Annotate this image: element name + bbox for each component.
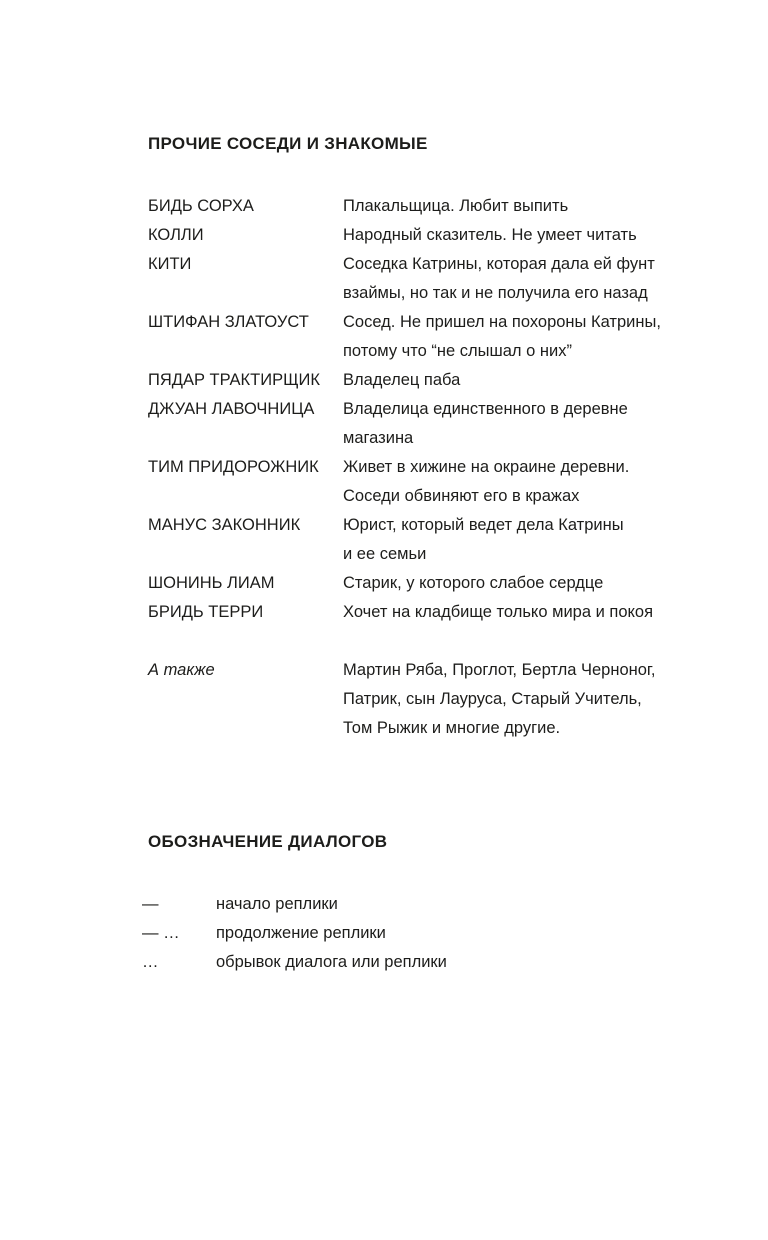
character-name: ПЯДАР ТРАКТИРЩИК: [148, 371, 321, 389]
character-name: ШОНИНЬ ЛИАМ: [148, 574, 275, 592]
character-description: Юрист, который ведет дела Катрины и ее семьи: [343, 516, 624, 563]
character-list: [148, 192, 688, 743]
character-row: [148, 598, 688, 627]
character-name: КОЛЛИ: [148, 226, 204, 244]
character-description: Живет в хижине на окраине деревни. Соседи обвиняют его в кражах: [343, 458, 630, 505]
character-row: [148, 221, 688, 250]
character-row: [148, 511, 688, 569]
dialog-symbol: —: [142, 895, 159, 913]
dialog-symbol: …: [142, 953, 159, 971]
dialog-meaning: обрывок диалога или реплики: [216, 953, 447, 971]
dialog-meaning: начало реплики: [216, 895, 338, 913]
dialog-symbol: — …: [142, 924, 180, 942]
character-name: ДЖУАН ЛАВОЧНИЦА: [148, 400, 315, 418]
also-label: А также: [148, 661, 215, 679]
character-description: Хочет на кладбище только мира и покоя: [343, 603, 654, 621]
dialog-notation-list: [142, 890, 662, 977]
character-name: МАНУС ЗАКОННИК: [148, 516, 301, 534]
dialog-notation-row: [142, 948, 662, 977]
character-name: БИДЬ СОРХА: [148, 197, 254, 215]
character-description: Владелица единственного в деревне магазина: [343, 400, 628, 447]
dialog-notation-row: [142, 919, 662, 948]
character-row: [148, 453, 688, 511]
dialog-meaning: продолжение реплики: [216, 924, 386, 942]
dialog-notation-row: [142, 890, 662, 919]
character-name: ТИМ ПРИДОРОЖНИК: [148, 458, 319, 476]
character-description: Старик, у которого слабое сердце: [343, 574, 604, 592]
character-row: [148, 250, 688, 308]
character-row: [148, 308, 688, 366]
character-row: [148, 395, 688, 453]
character-description: Плакальщица. Любит выпить: [343, 197, 569, 215]
character-name: КИТИ: [148, 255, 192, 273]
character-description: Сосед. Не пришел на похороны Катрины, потому что “не слышал о них”: [343, 313, 661, 360]
character-description: Народный сказитель. Не умеет читать: [343, 226, 637, 244]
also-text: Мартин Ряба, Проглот, Бертла Черноног, Патрик, сын Лауруса, Старый Учитель, Том Рыжик и многие другие.: [343, 661, 656, 737]
section-title-neighbors: ПРОЧИЕ СОСЕДИ И ЗНАКОМЫЕ: [148, 134, 428, 153]
section-title-dialogs: ОБОЗНАЧЕНИЕ ДИАЛОГОВ: [148, 832, 388, 851]
character-row: [148, 366, 688, 395]
character-name: ШТИФАН ЗЛАТОУСТ: [148, 313, 309, 331]
also-row: [148, 656, 688, 743]
character-row: [148, 569, 688, 598]
character-description: Владелец паба: [343, 371, 461, 389]
character-name: БРИДЬ ТЕРРИ: [148, 603, 264, 621]
character-description: Соседка Катрины, которая дала ей фунт взаймы, но так и не получила его назад: [343, 255, 655, 302]
character-row: [148, 192, 688, 221]
